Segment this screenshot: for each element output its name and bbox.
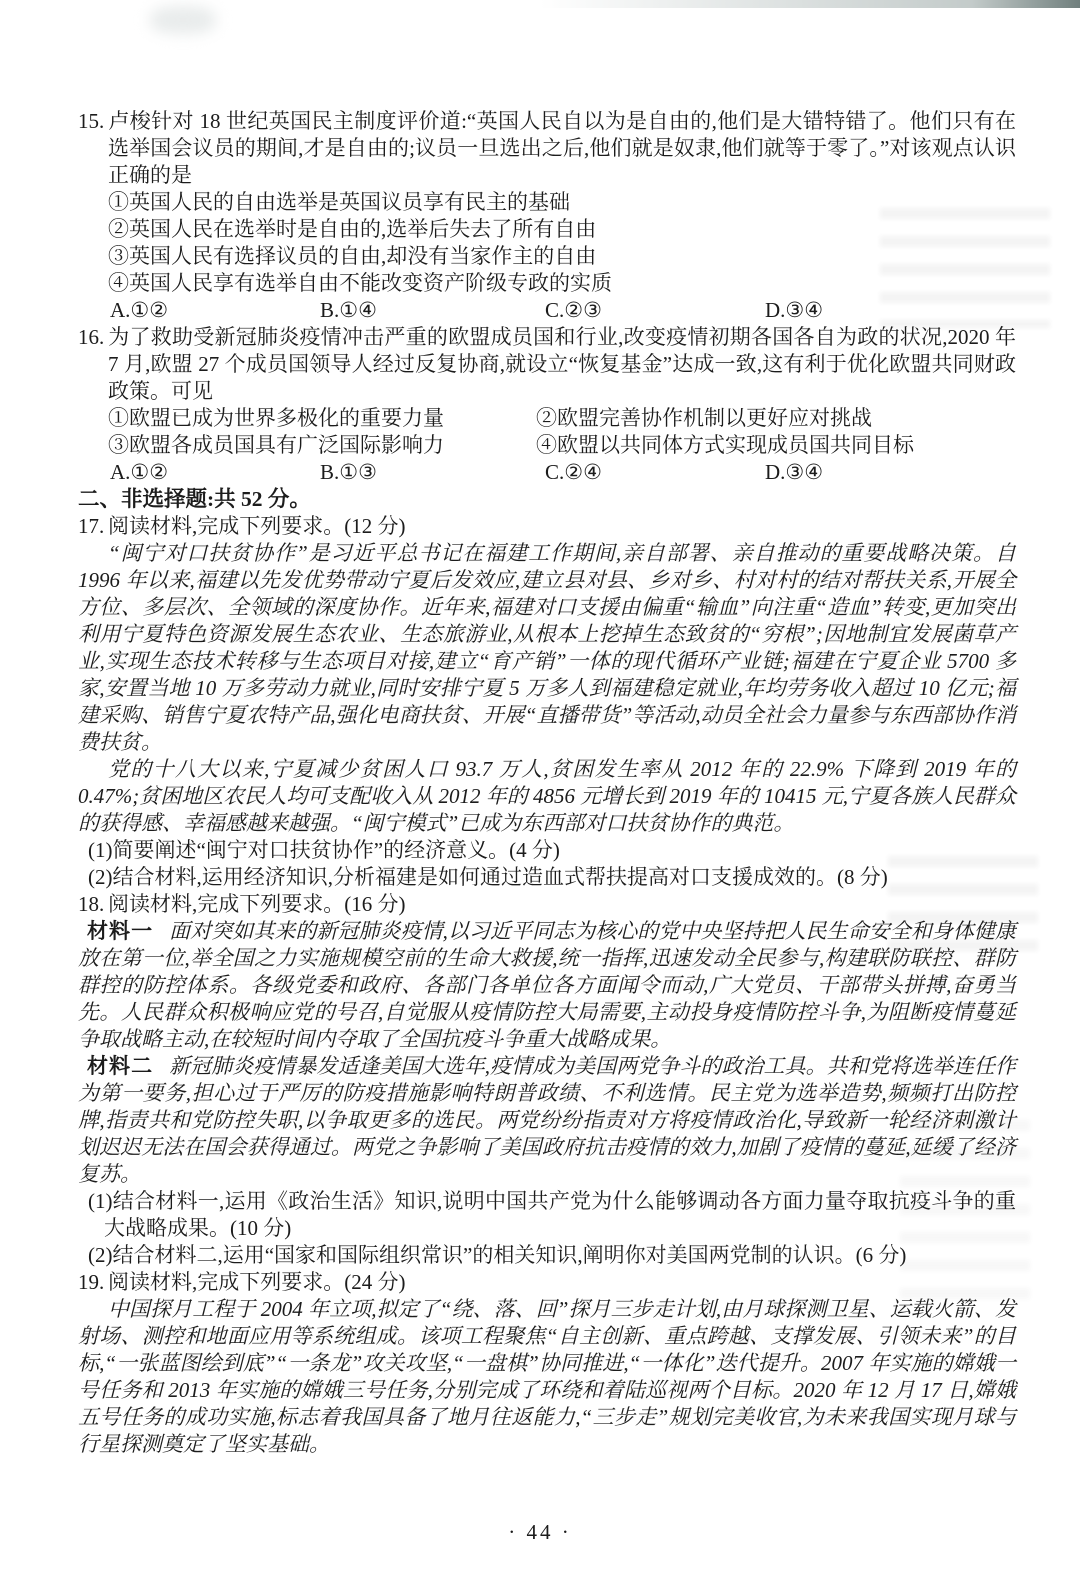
question-15-option-1: ①英国人民的自由选举是英国议员享有民主的基础	[108, 190, 570, 214]
question-17-paragraph-1: “闽宁对口扶贫协作”是习近平总书记在福建工作期间,亲自部署、亲自推动的重要战略决策。自 1996 年以来,福建以先发优势带动宁夏后发效应,建立县对县、乡对乡、村对村的结对帮扶关系,开展全方位、多层次、全领域的深度协作。近年来,福建对口支援由偏重“输血”向注重“造血”转变,更加突出利用宁夏特色资源发展生态农业、生态旅游业,从根本上挖掉生态致贫的“穷根”;因地制宜发展菌草产业,实现生态技术转移与生态项目对接,建立“育产销”一体的现代循环产业链;福建在宁夏企业 5700 多家,安置当地 10 万多劳动力就业,同时安排宁夏 5 万多人到福建稳定就业,年均劳务收入超过 10 亿元;福建采购、销售宁夏农特产品,强化电商扶贫、开展“直播带货”等活动,动员全社会力量参与东西部协作消费扶贫。	[78, 541, 1016, 754]
question-15-choice-b: B.①④	[320, 298, 377, 322]
question-18-material-2	[78, 1053, 1016, 1188]
scan-smudge-artifact	[150, 6, 216, 34]
question-15	[78, 108, 1016, 324]
question-16-choice-a: A.①②	[110, 460, 169, 484]
question-15-option-2: ②英国人民在选举时是自由的,选举后失去了所有自由	[108, 217, 597, 241]
question-16-option-4: ④欧盟以共同体方式实现成员国共同目标	[536, 433, 914, 457]
question-16-choices	[78, 459, 1016, 486]
question-15-stem-text: 卢梭针对 18 世纪英国民主制度评价道:“英国人民自以为是自由的,他们是大错特错了。他们只有在选举国会议员的期间,才是自由的;议员一旦选出之后,他们就是奴隶,他们就等于零了。”对该观点认识正确的是	[108, 109, 1016, 187]
question-16-option-2: ②欧盟完善协作机制以更好应对挑战	[536, 406, 872, 430]
material-1-label: 材料一	[87, 919, 154, 943]
question-16-number: 16.	[78, 325, 105, 349]
question-16-option-1: ①欧盟已成为世界多极化的重要力量	[108, 406, 444, 430]
question-19-paragraph-1: 中国探月工程于 2004 年立项,拟定了“绕、落、回”探月三步走计划,由月球探测卫星、运载火箭、发射场、测控和地面应用等系统组成。该项工程聚焦“自主创新、重点跨越、支撑发展、引领未来”的目标,“一张蓝图绘到底”“一条龙”攻关攻坚,“一盘棋”协同推进,“一体化”迭代提升。2007 年实施的嫦娥一号任务和 2013 年实施的嫦娥三号任务,分别完成了环绕和着陆巡视两个目标。2020 年 12 月 17 日,嫦娥五号任务的成功实施,标志着我国具备了地月往返能力,“三步走”规划完美收官,为未来我国实现月球与行星探测奠定了坚实基础。	[78, 1297, 1016, 1456]
question-18-number: 18.	[78, 892, 105, 916]
question-15-choice-d: D.③④	[765, 298, 824, 322]
question-17-number: 17.	[78, 514, 105, 538]
question-17	[78, 513, 1016, 891]
question-19-heading	[78, 1269, 1016, 1296]
question-19-heading-text: 阅读材料,完成下列要求。(24 分)	[108, 1270, 406, 1294]
section-2-header: 二、非选择题:共 52 分。	[78, 487, 311, 511]
material-1-text: 面对突如其来的新冠肺炎疫情,以习近平同志为核心的党中央坚持把人民生命安全和身体健康放在第一位,举全国之力实施规模空前的生命大救援,统一指挥,迅速发动全民参与,构建联防联控、群防群控的防控体系。各级党委和政府、各部门各单位各方面闻令而动,广大党员、干部带头拼搏,奋勇当先。人民群众积极响应党的号召,自觉服从疫情防控大局需要,主动投身疫情防控斗争,为阻断疫情蔓延争取战略主动,在较短时间内夺取了全国抗疫斗争重大战略成果。	[78, 919, 1016, 1051]
question-15-stem	[78, 108, 1016, 189]
question-16-stem	[78, 324, 1016, 405]
question-16	[78, 324, 1016, 486]
question-18	[78, 891, 1016, 1269]
question-18-subquestion-1: (1)结合材料一,运用《政治生活》知识,说明中国共产党为什么能够调动各方面力量夺取抗疫斗争的重大战略成果。(10 分)	[88, 1189, 1016, 1240]
question-17-paragraph-2: 党的十八大以来,宁夏减少贫困人口 93.7 万人,贫困发生率从 2012 年的 22.9% 下降到 2019 年的 0.47%;贫困地区农民人均可支配收入从 2012 年的 4856 元增长到 2019 年的 10415 元,宁夏各族人民群众的获得感、幸福感越来越强。“闽宁模式”已成为东西部对口扶贫协作的典范。	[78, 757, 1016, 835]
question-17-heading	[78, 513, 1016, 540]
question-15-number: 15.	[78, 109, 105, 133]
question-16-stem-text: 为了救助受新冠肺炎疫情冲击严重的欧盟成员国和行业,改变疫情初期各国各自为政的状况,2020 年 7 月,欧盟 27 个成员国领导人经过反复协商,就设立“恢复基金”达成一致,这有利于优化欧盟共同财政政策。可见	[108, 325, 1016, 403]
question-18-heading-text: 阅读材料,完成下列要求。(16 分)	[108, 892, 406, 916]
question-16-option-row-1	[78, 405, 1016, 432]
question-16-choice-b: B.①③	[320, 460, 377, 484]
material-2-text: 新冠肺炎疫情暴发适逢美国大选年,疫情成为美国两党争斗的政治工具。共和党将选举连任作为第一要务,担心过于严厉的防疫措施影响特朗普政绩、不利选情。民主党为选举造势,频频打出防控牌,指责共和党防控失职,以争取更多的选民。两党纷纷指责对方将疫情政治化,导致新一轮经济刺激计划迟迟无法在国会获得通过。两党之争影响了美国政府抗击疫情的效力,加剧了疫情的蔓延,延缓了经济复苏。	[78, 1054, 1016, 1186]
question-19-number: 19.	[78, 1270, 105, 1294]
question-18-heading	[78, 891, 1016, 918]
question-15-choices	[78, 297, 1016, 324]
question-15-choice-a: A.①②	[110, 298, 169, 322]
question-16-choice-c: C.②④	[545, 460, 602, 484]
question-16-option-row-2	[78, 432, 1016, 459]
question-17-subquestion-1: (1)简要阐述“闽宁对口扶贫协作”的经济意义。(4 分)	[88, 838, 560, 862]
question-17-subquestion-2: (2)结合材料,运用经济知识,分析福建是如何通过造血式帮扶提高对口支援成效的。(8 分)	[88, 865, 888, 889]
question-15-choice-c: C.②③	[545, 298, 602, 322]
question-18-material-1	[78, 918, 1016, 1053]
page-content	[78, 108, 1016, 1458]
question-15-option-4: ④英国人民享有选举自由不能改变资产阶级专政的实质	[108, 271, 612, 295]
page-number: · 44 ·	[508, 1520, 572, 1544]
question-16-option-3: ③欧盟各成员国具有广泛国际影响力	[108, 433, 444, 457]
question-17-heading-text: 阅读材料,完成下列要求。(12 分)	[108, 514, 406, 538]
question-18-subquestion-2: (2)结合材料二,运用“国家和国际组织常识”的相关知识,阐明你对美国两党制的认识。(6 分)	[88, 1243, 907, 1267]
question-15-option-3: ③英国人民有选择议员的自由,却没有当家作主的自由	[108, 244, 597, 268]
material-2-label: 材料二	[87, 1054, 154, 1078]
question-19	[78, 1269, 1016, 1458]
question-16-choice-d: D.③④	[765, 460, 824, 484]
